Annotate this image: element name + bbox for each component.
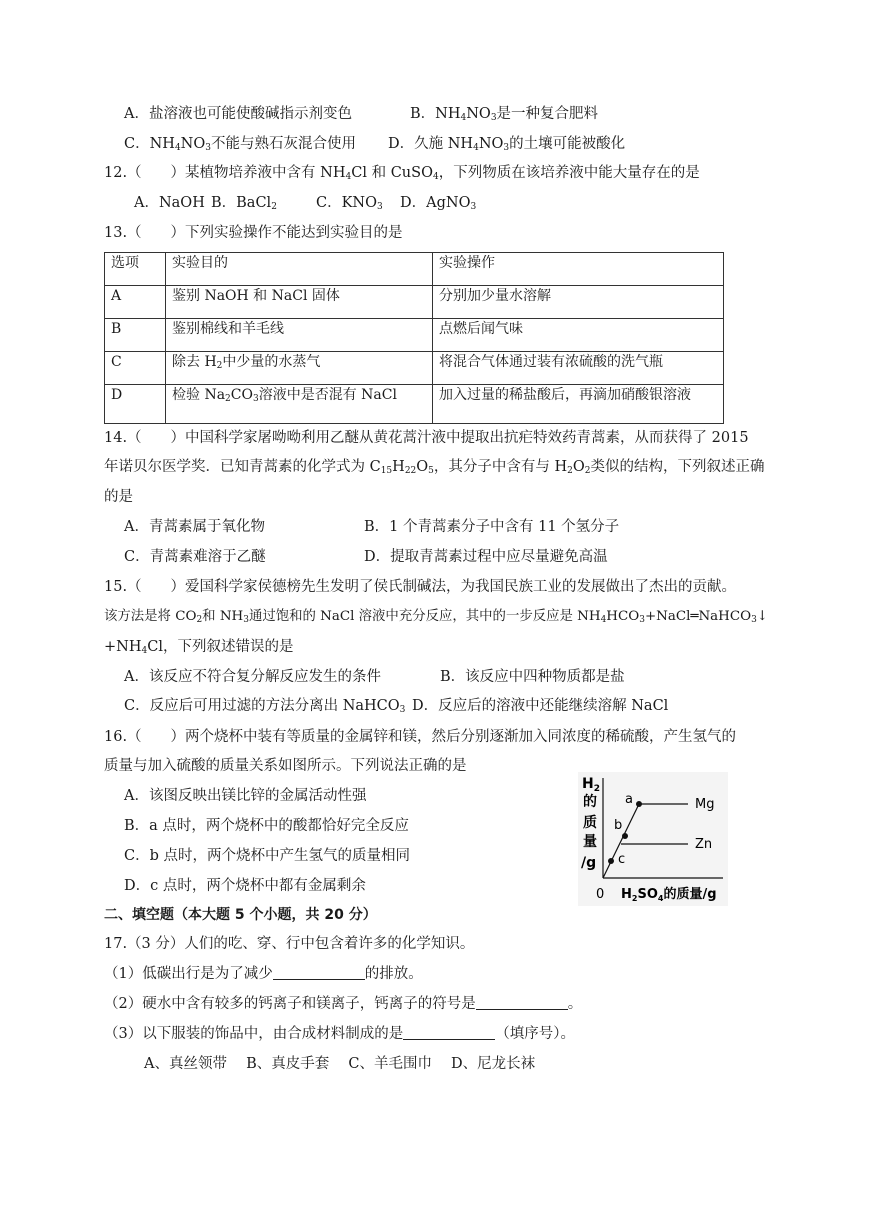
series-mg-label: Mg — [695, 797, 715, 812]
y-axis-label-1: 的 — [583, 794, 597, 810]
y-axis-label-2: 质 — [583, 815, 597, 831]
header-option: 选项 — [105, 253, 166, 286]
q17-blank-3[interactable] — [403, 1025, 495, 1040]
row-option: A — [105, 286, 166, 319]
table-row — [105, 352, 724, 385]
q15-option-a: A．该反应不符合复分解反应发生的条件 — [124, 669, 381, 685]
row-goal: 检验 $Na_2CO_3$溶液中是否混有 NaCl — [166, 385, 433, 424]
y-axis-label-3: 量 — [583, 834, 597, 850]
q16-option-b: B．a 点时，两个烧杯中的酸都恰好完全反应 — [124, 818, 409, 834]
header-goal: 实验目的 — [166, 253, 433, 286]
q14-option-a: A．青蒿素属于氧化物 — [124, 519, 265, 535]
q12-option-d: D．AgNO$_3$ — [400, 195, 477, 212]
q12-option-c: C．$KNO_3$ — [316, 195, 383, 212]
q14-option-b: B．1 个青蒿素分子中含有 11 个氢分子 — [364, 519, 620, 535]
row-goal: 鉴别 NaOH 和 NaCl 固体 — [166, 286, 433, 319]
table-row — [105, 385, 724, 424]
q11-option-d: D．久施 $NH_4NO_3$的土壤可能被酸化 — [388, 136, 626, 153]
q11-option-c: C．$NH_4NO_3$不能与熟石灰混合使用 — [124, 136, 356, 153]
row-option: B — [105, 319, 166, 352]
series-zn-label: Zn — [695, 837, 713, 852]
q12-option-a: A．NaOH — [134, 195, 205, 211]
q14-option-c: C．青蒿素难溶于乙醚 — [124, 549, 266, 565]
y-axis-label-h: $H_2$ — [582, 776, 600, 794]
table-row — [105, 286, 724, 319]
q12-option-b: B．BaCl$_2$ — [211, 195, 277, 212]
point-a — [636, 801, 642, 807]
q17-blank-2[interactable] — [476, 995, 568, 1010]
q16-option-a: A．该图反映出镁比锌的金属活动性强 — [124, 788, 367, 804]
q11-option-b: B．$NH_4NO_3$是一种复合肥料 — [410, 106, 599, 123]
row-operation: 将混合气体通过装有浓硫酸的洗气瓶 — [433, 352, 724, 385]
q14-option-d: D．提取青蒿素过程中应尽量避免高温 — [364, 549, 608, 565]
table-row — [105, 319, 724, 352]
point-b — [622, 833, 628, 839]
table-header-row — [105, 253, 724, 286]
q16-option-d: D．c 点时，两个烧杯中都有金属剩余 — [124, 878, 366, 894]
q16-option-c: C．b 点时，两个烧杯中产生氢气的质量相同 — [124, 848, 410, 864]
point-a-label: a — [625, 792, 633, 807]
q16-figure — [578, 772, 728, 906]
q15-option-b: B．该反应中四种物质都是盐 — [440, 669, 625, 685]
header-operation: 实验操作 — [433, 253, 724, 286]
origin-label: 0 — [596, 887, 605, 902]
q15-option-d: D．反应后的溶液中还能继续溶解 NaCl — [412, 698, 669, 714]
point-c-label: c — [618, 852, 626, 867]
row-goal: 鉴别棉线和羊毛线 — [166, 319, 433, 352]
row-operation: 加入过量的稀盐酸后，再滴加硝酸银溶液 — [433, 385, 724, 424]
row-operation: 点燃后闻气味 — [433, 319, 724, 352]
x-axis-label: $H_2SO_4$的质量/g — [621, 887, 717, 903]
row-option: C — [105, 352, 166, 385]
q13-table — [104, 252, 724, 424]
y-axis-label-4: /g — [581, 855, 597, 871]
q15-option-c: C．反应后可用过滤的方法分离出 NaHCO$_3$ — [124, 698, 406, 715]
row-goal: 除去 $H_2$中少量的水蒸气 — [166, 352, 433, 385]
q11-option-a: A．盐溶液也可能使酸碱指示剂变色 — [124, 106, 352, 122]
row-operation: 分别加少量水溶解 — [433, 286, 724, 319]
q17-blank-1[interactable] — [273, 965, 365, 980]
point-b-label: b — [614, 818, 623, 833]
row-option: D — [105, 385, 166, 424]
point-c — [608, 858, 614, 864]
